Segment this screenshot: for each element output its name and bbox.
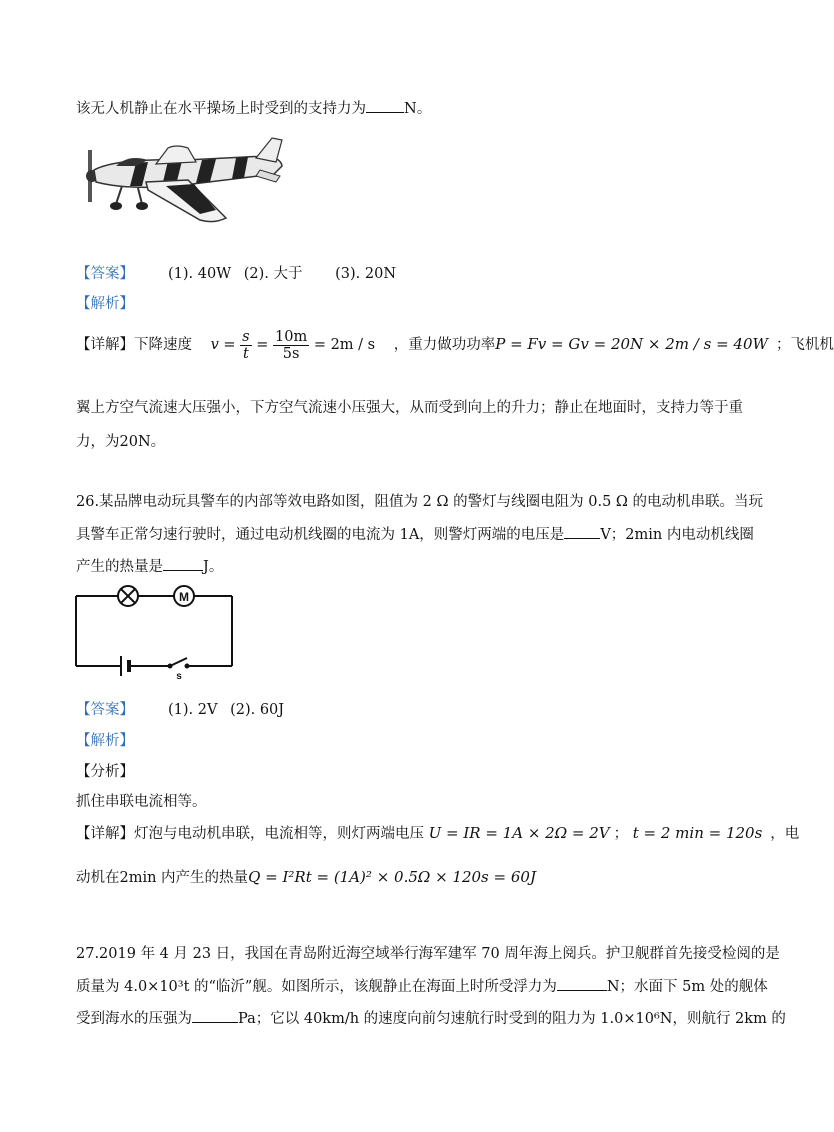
battery-symbol (121, 656, 129, 676)
q26-fenxi-text: 抓住串联电流相等。 (76, 794, 207, 810)
q25-detail-line1: 【详解】下降速度 v = $\frac{s}{t}$ = $\frac{10m}{5s}$ = 2m / s ，重力做功功率P = Fv = Gv = 20N × 2m / s = 40W ；飞机机 (76, 328, 834, 362)
fraction-10m-over-5s: $\frac{10m}{5s}$ (275, 328, 308, 362)
answer-blank (163, 556, 203, 571)
q27-question-line1: 27.2019 年 4 月 23 日，我国在青岛附近海空域举行海军建军 70 周年海上阅兵。护卫舰群首先接受检阅的是 (76, 946, 780, 962)
switch-symbol (168, 658, 190, 682)
q26-question-line3: 产生的热量是 J。 (76, 556, 223, 577)
q26-detail-line1: 【详解】灯泡与电动机串联，电流相等，则灯两端电压 U = IR = 1A × 2Ω = 2V ； t = 2 min = 120s ，电 (76, 824, 800, 842)
answer-blank (366, 98, 404, 113)
q27-question-line2: 质量为 4.0×10³t 的“临沂”舰。如图所示，该舰静止在海面上时所受浮力为 N；水面下 5m 处的舰体 (76, 976, 768, 997)
motor-symbol (174, 586, 194, 606)
q26-detail-line2: 动机在2min 内产生的热量Q = I²Rt = (1A)² × 0.5Ω × 120s = 60J (76, 868, 536, 886)
q27-question-line3: 受到海水的压强为 Pa；它以 40km/h 的速度向前匀速航行时受到的阻力为 1.0×10⁶N，则航行 2km 的 (76, 1008, 786, 1029)
q26-analysis-tag: 【解析】 (76, 733, 134, 749)
q26-answer: 【答案】 (1). 2V (2). 60J (76, 702, 285, 718)
answer-blank (557, 976, 607, 991)
svg-text:M: M (179, 590, 189, 604)
answer-blank (564, 524, 600, 539)
fraction-s-over-t: $\frac{s}{t}$ (242, 328, 250, 362)
svg-text:s: s (176, 671, 182, 682)
drone-airplane-image (76, 136, 290, 228)
circuit-diagram (74, 584, 236, 680)
q26-question-line2: 具警车正常匀速行驶时，通过电动机线圈的电流为 1A，则警灯两端的电压是 V；2min 内电动机线圈 (76, 524, 754, 545)
answer-blank (192, 1008, 238, 1023)
q25-detail-line2: 翼上方空气流速大压强小，下方空气流速小压强大，从而受到向上的升力；静止在地面时，支持力等于重 (76, 400, 743, 416)
q25-analysis-tag: 【解析】 (76, 296, 134, 312)
q26-question-line1: 26.某品牌电动玩具警车的内部等效电路如图，阻值为 2 Ω 的警灯与线圈电阻为 0.5 Ω 的电动机串联。当玩 (76, 494, 764, 510)
lamp-symbol (118, 586, 138, 606)
q25-answer: 【答案】 (1). 40W (2). 大于 (3). 20N (76, 266, 397, 282)
q26-fenxi-tag: 【分析】 (76, 764, 134, 780)
q25-detail-line3: 力，为20N。 (76, 434, 166, 450)
q25-question-tail: 该无人机静止在水平操场上时受到的支持力为 N。 (76, 98, 431, 119)
